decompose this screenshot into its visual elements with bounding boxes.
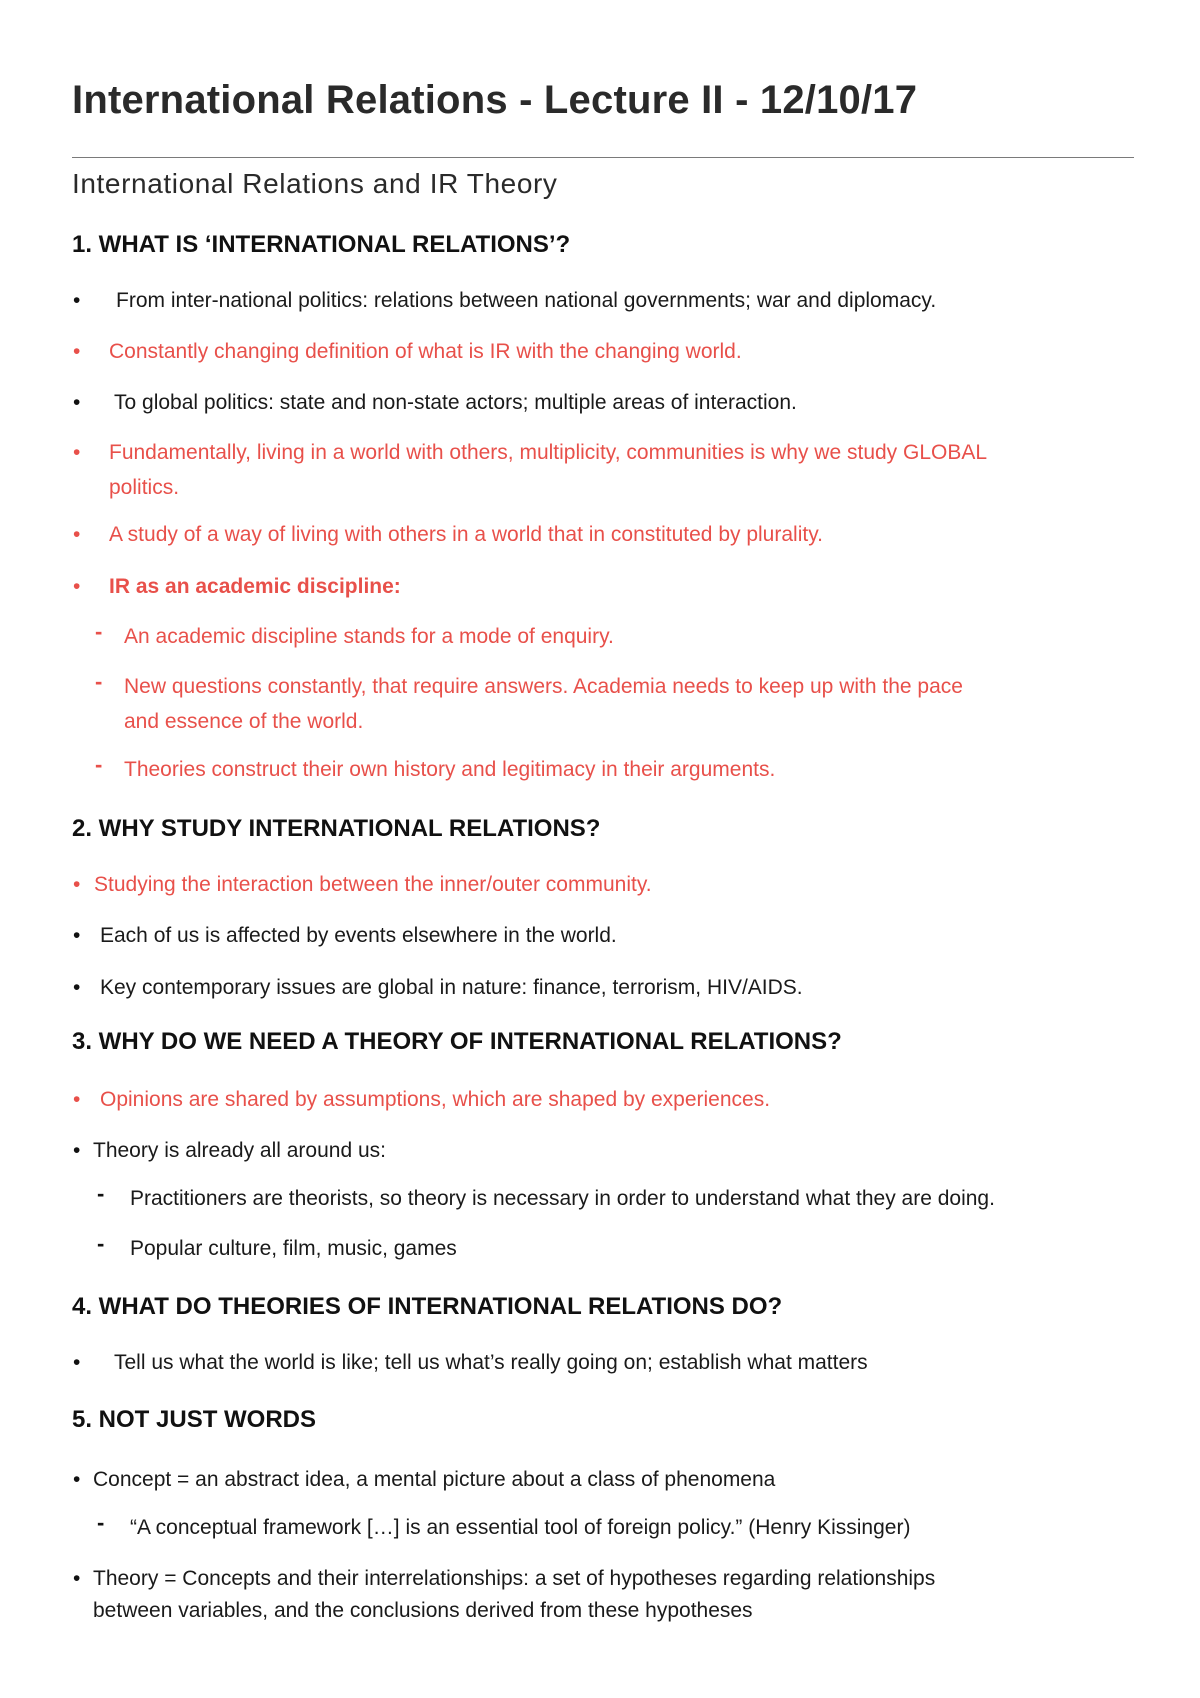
- bullet-marker: •: [73, 575, 81, 598]
- section-1-heading: 1. WHAT IS ‘INTERNATIONAL RELATIONS’?: [72, 231, 571, 258]
- dash-marker: -: [95, 669, 103, 694]
- bullet-marker: •: [73, 289, 81, 312]
- list-item: Concept = an abstract idea, a mental picture about a class of phenomena: [93, 1468, 776, 1491]
- document-title: International Relations - Lecture II - 12/10/17: [72, 78, 918, 122]
- list-item: Tell us what the world is like; tell us what’s really going on; establish what matters: [114, 1351, 868, 1374]
- bullet-marker: •: [73, 1351, 81, 1374]
- list-item: Theory = Concepts and their interrelationships: a set of hypotheses regarding relationships: [93, 1567, 936, 1590]
- bullet-marker: •: [73, 1088, 81, 1111]
- list-item: A study of a way of living with others in a world that in constituted by plurality.: [109, 523, 823, 546]
- section-2-heading: 2. WHY STUDY INTERNATIONAL RELATIONS?: [72, 815, 601, 842]
- list-item: Key contemporary issues are global in nature: finance, terrorism, HIV/AIDS.: [100, 976, 803, 999]
- dash-marker: -: [97, 1231, 105, 1256]
- dash-marker: -: [97, 1181, 105, 1206]
- bullet-marker: •: [73, 1468, 81, 1491]
- sub-list-item: Popular culture, film, music, games: [130, 1237, 457, 1260]
- section-4-heading: 4. WHAT DO THEORIES OF INTERNATIONAL RELATIONS DO?: [72, 1293, 783, 1320]
- list-item-continuation: politics.: [109, 476, 180, 499]
- bullet-marker: •: [73, 873, 81, 896]
- bullet-marker: •: [73, 1567, 81, 1590]
- list-item: Studying the interaction between the inner/outer community.: [94, 873, 652, 896]
- dash-marker: -: [95, 619, 103, 644]
- bullet-marker: •: [73, 1139, 81, 1162]
- list-item: Fundamentally, living in a world with others, multiplicity, communities is why we study GLOBAL: [109, 441, 988, 464]
- bullet-marker: •: [73, 523, 81, 546]
- bullet-marker: •: [73, 924, 81, 947]
- dash-marker: -: [95, 752, 103, 777]
- title-divider: [72, 157, 1134, 158]
- sub-list-item: New questions constantly, that require answers. Academia needs to keep up with the pace: [124, 675, 963, 698]
- list-item: From inter-national politics: relations between national governments; war and diplomacy.: [116, 289, 937, 312]
- sub-list-item: Theories construct their own history and legitimacy in their arguments.: [124, 758, 776, 781]
- bullet-marker: •: [73, 340, 81, 363]
- section-5-heading: 5. NOT JUST WORDS: [72, 1406, 317, 1433]
- list-item: Opinions are shared by assumptions, which are shaped by experiences.: [100, 1088, 771, 1111]
- list-item: Each of us is affected by events elsewhere in the world.: [100, 924, 617, 947]
- section-3-heading: 3. WHY DO WE NEED A THEORY OF INTERNATIONAL RELATIONS?: [72, 1028, 842, 1055]
- list-item: Constantly changing definition of what is IR with the changing world.: [109, 340, 742, 363]
- list-item-continuation: between variables, and the conclusions derived from these hypotheses: [93, 1599, 753, 1622]
- sub-list-item: An academic discipline stands for a mode of enquiry.: [124, 625, 614, 648]
- dash-marker: -: [97, 1510, 105, 1535]
- document-subtitle: International Relations and IR Theory: [72, 168, 558, 199]
- bullet-marker: •: [73, 391, 81, 414]
- bullet-marker: •: [73, 976, 81, 999]
- sub-list-item-continuation: and essence of the world.: [124, 710, 364, 733]
- sub-list-item: Practitioners are theorists, so theory is necessary in order to understand what they are doing.: [130, 1187, 995, 1210]
- bullet-marker: •: [73, 441, 81, 464]
- list-item: Theory is already all around us:: [93, 1139, 386, 1162]
- list-item: To global politics: state and non-state actors; multiple areas of interaction.: [114, 391, 797, 414]
- list-item-subheading: IR as an academic discipline:: [109, 575, 401, 598]
- sub-list-item: “A conceptual framework […] is an essential tool of foreign policy.” (Henry Kissinger): [130, 1516, 911, 1539]
